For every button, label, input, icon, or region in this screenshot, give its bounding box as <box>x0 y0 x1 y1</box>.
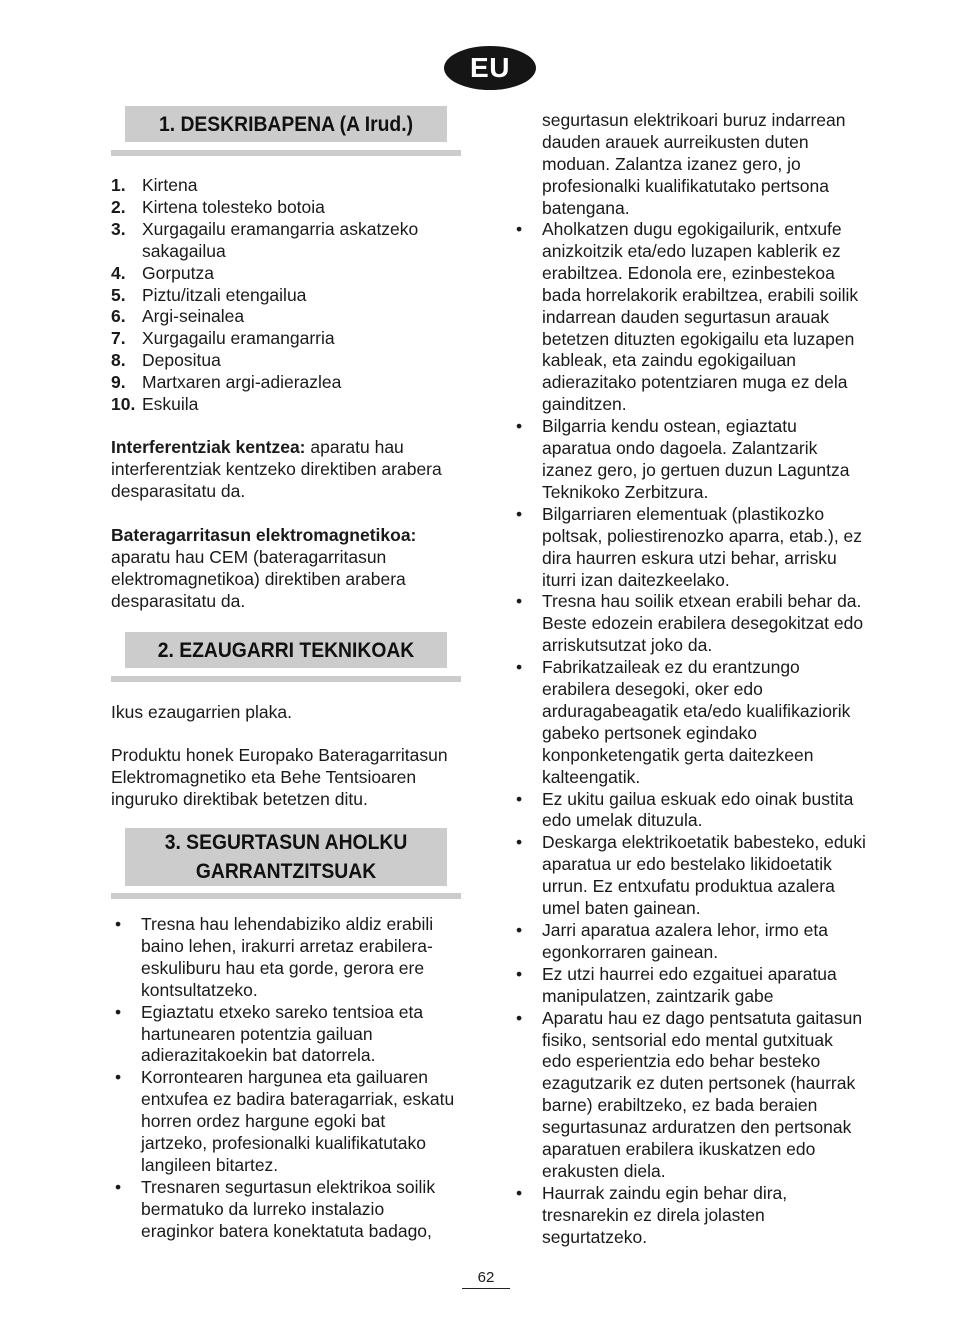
language-badge: EU <box>444 46 536 90</box>
safety-list-item <box>111 1002 456 1068</box>
safety-list-item <box>512 832 866 920</box>
item-text: Martxaren argi-adierazlea <box>142 372 342 393</box>
bullet: • <box>516 1182 523 1203</box>
item-text: Piztu/itzali etengailua <box>142 284 307 305</box>
bullet: • <box>516 963 523 984</box>
section-3-title-line-1: 3. SEGURTASUN AHOLKU <box>164 831 408 854</box>
item-text: Gorputza <box>142 262 214 283</box>
bullet: • <box>516 832 523 853</box>
bullet: • <box>115 914 122 934</box>
safety-item-text: Ez ukitu gailua eskuak edo oinak bustita edo umelak dituzula. <box>542 788 854 831</box>
safety-item-text: Tresna hau lehendabiziko aldiz erabili baino lehen, irakurri arretaz erabilera-eskuliburu hau eta gorde, gerora ere kontsultatzeko. <box>141 914 434 1000</box>
parts-list-item <box>111 285 461 307</box>
bullet: • <box>516 1007 523 1028</box>
bullet: • <box>516 219 523 239</box>
safety-item-text: Aparatu hau ez dago pentsatuta gaitasun fisiko, sentsorial edo mental gutxituak edo esperientzia edo behar besteko ezagutzarik ez duten pertsonek (haurrak barne) erabiltzeko, ez bada beraien segurtasunaz arduratzen den pertsonak aparatuen erabilera ikuskatzen edo erakusten diela. <box>542 1007 863 1181</box>
parts-list-item <box>111 328 461 350</box>
parts-list-item <box>111 394 461 416</box>
item-text: Kirtena tolesteko botoia <box>142 196 325 217</box>
item-text: Argi-seinalea <box>142 306 245 327</box>
section-2-header: 2. EZAUGARRI TEKNIKOAK <box>125 632 447 668</box>
safety-item-text: Korrontearen hargunea eta gailuaren entxufea ez badira bateragarriak, eskatu horren ordez hargune egoki bat jartzeko, profesionalki kualifikatutako langileen bitartez. <box>141 1067 455 1175</box>
bullet: • <box>516 657 523 678</box>
interference-label: Interferentziak kentzea: <box>111 437 306 457</box>
page-number: 62 <box>462 1268 510 1289</box>
section-2-rule <box>111 676 461 682</box>
item-number: 3. <box>111 218 126 239</box>
item-number: 1. <box>111 175 126 195</box>
safety-list-item <box>512 1008 866 1183</box>
item-number: 7. <box>111 328 126 349</box>
item-number: 9. <box>111 372 126 393</box>
item-text: Kirtena <box>142 175 198 195</box>
parts-list-item <box>111 219 441 263</box>
parts-list-item <box>111 372 461 394</box>
item-text: Eskuila <box>142 394 199 415</box>
safety-list-item <box>512 591 866 657</box>
safety-item-text: Tresnaren segurtasun elektrikoa soilik bermatuko da lurreko instalazio eraginkor batera konektatuta badago, <box>141 1176 436 1241</box>
safety-item-text: Bilgarriaren elementuak (plastikozko poltsak, poliestirenozko aparra, etab.), ez dira haurren eskura utzi behar, arrisku iturri izan daitezkeelako. <box>542 503 863 590</box>
safety-list-left <box>111 914 456 1243</box>
safety-list-item <box>512 416 866 504</box>
safety-item-text: Egiaztatu etxeko sareko tentsioa eta hartunearen potentzia gailuan adierazitakoekin bat datorrela. <box>141 1001 424 1066</box>
compliance-note: Produktu honek Europako Bateragarritasun Elektromagnetiko eta Behe Tentsioaren inguruko direktibak betetzen ditu. <box>111 745 448 809</box>
item-number: 6. <box>111 306 126 327</box>
section-3-title-line-2: GARRANTZITSUAK <box>195 859 377 883</box>
safety-item-text: Jarri aparatua azalera lehor, irmo eta egonkorraren gainean. <box>542 920 828 962</box>
item-number: 10. <box>111 394 136 415</box>
safety-item-text: Fabrikatzaileak ez du erantzungo erabilera desegoki, oker edo arduragabeagatik eta/edo kualifikaziorik gabeko pertsonek egindako konponketengatik gerta daitezkeen kalteengatik. <box>542 657 851 787</box>
safety-list-item <box>512 219 866 416</box>
safety-list-item <box>111 1067 456 1177</box>
safety-list-item <box>512 504 866 592</box>
item-text: Xurgagailu eramangarria <box>142 328 335 349</box>
emc-paragraph <box>111 525 441 613</box>
safety-list-item <box>512 657 866 788</box>
safety-list-item <box>512 789 866 833</box>
safety-list-item <box>111 1177 456 1243</box>
bullet: • <box>516 788 523 809</box>
parts-list-item <box>111 263 461 285</box>
parts-list-item <box>111 350 461 372</box>
bullet: • <box>115 1176 122 1197</box>
parts-list-item <box>111 175 461 197</box>
safety-item-text: Deskarga elektrikoetatik babesteko, eduki aparatua ur edo bestelako likidoetatik urrun. Ez entxufatu produktua azalera umel baten gainean. <box>542 832 866 919</box>
section-1-header: 1. DESKRIBAPENA (A Irud.) <box>125 106 447 142</box>
item-number: 4. <box>111 262 126 283</box>
bullet: • <box>115 1067 122 1088</box>
bullet: • <box>516 591 523 612</box>
safety-list-item <box>512 920 866 964</box>
safety-item-text: Aholkatzen dugu egokigailurik, entxufe anizkoitzik eta/edo luzapen kablerik ez erabiltzea. Edonola ere, ezinbestekoa bada horrelakorik erabiltzea, erabili soilik indarrean dauden segurtasun arauak betetzen dituzten egokigailu eta luzapen kableak, eta zaindu egokigailuan adierazitako potentziaren muga ez dela gainditzen. <box>542 219 859 415</box>
bullet: • <box>115 1001 122 1022</box>
interference-text: aparatu hau interferentziak kentzeko direktiben arabera desparasitatu da. <box>111 437 442 501</box>
parts-list <box>111 175 461 416</box>
safety-item-text: Ez utzi haurrei edo ezgaituei aparatua manipulatzen, zaintzarik gabe <box>542 963 837 1006</box>
safety-list-item <box>512 964 866 1008</box>
parts-list-item <box>111 197 461 219</box>
safety-list-item <box>111 914 456 1002</box>
item-text: Xurgagailu eramangarria askatzeko sakagailua <box>142 218 419 261</box>
item-number: 8. <box>111 350 126 371</box>
spec-plate-note: Ikus ezaugarrien plaka. <box>111 702 292 722</box>
section-1-rule <box>111 150 461 156</box>
emc-text: aparatu hau CEM (bateragarritasun elektromagnetikoa) direktiben arabera desparasitatu da. <box>111 546 406 611</box>
parts-list-item <box>111 306 461 328</box>
bullet: • <box>516 920 523 940</box>
bullet: • <box>516 503 523 524</box>
safety-item-text: Tresna hau soilik etxean erabili behar da. Beste edozein erabilera desegokitzat edo arriskutsutzat joko da. <box>542 591 864 656</box>
emc-label: Bateragarritasun elektromagnetikoa: <box>111 525 417 545</box>
safety-item-text: Haurrak zaindu egin behar dira, tresnarekin ez direla jolasten segurtatzeko. <box>542 1182 788 1247</box>
section-3-rule <box>111 893 461 899</box>
item-number: 2. <box>111 196 126 217</box>
safety-list-right <box>512 219 866 1249</box>
bullet: • <box>516 416 523 437</box>
safety-continuation: segurtasun elektrikoari buruz indarrean dauden arauek aurreikusten duten moduan. Zalantza izanez gero, jo profesionalki kualifikatutako pertsona batengana. <box>542 110 846 218</box>
interference-paragraph <box>111 437 456 503</box>
safety-item-text: Bilgarria kendu ostean, egiaztatu aparatua ondo dagoela. Zalantzarik izanez gero, jo gertuen duzun Laguntza Teknikoko Zerbitzura. <box>542 416 850 502</box>
safety-list-item <box>512 1183 866 1249</box>
item-number: 5. <box>111 284 126 305</box>
section-3-header <box>125 828 447 886</box>
item-text: Depositua <box>142 350 221 371</box>
